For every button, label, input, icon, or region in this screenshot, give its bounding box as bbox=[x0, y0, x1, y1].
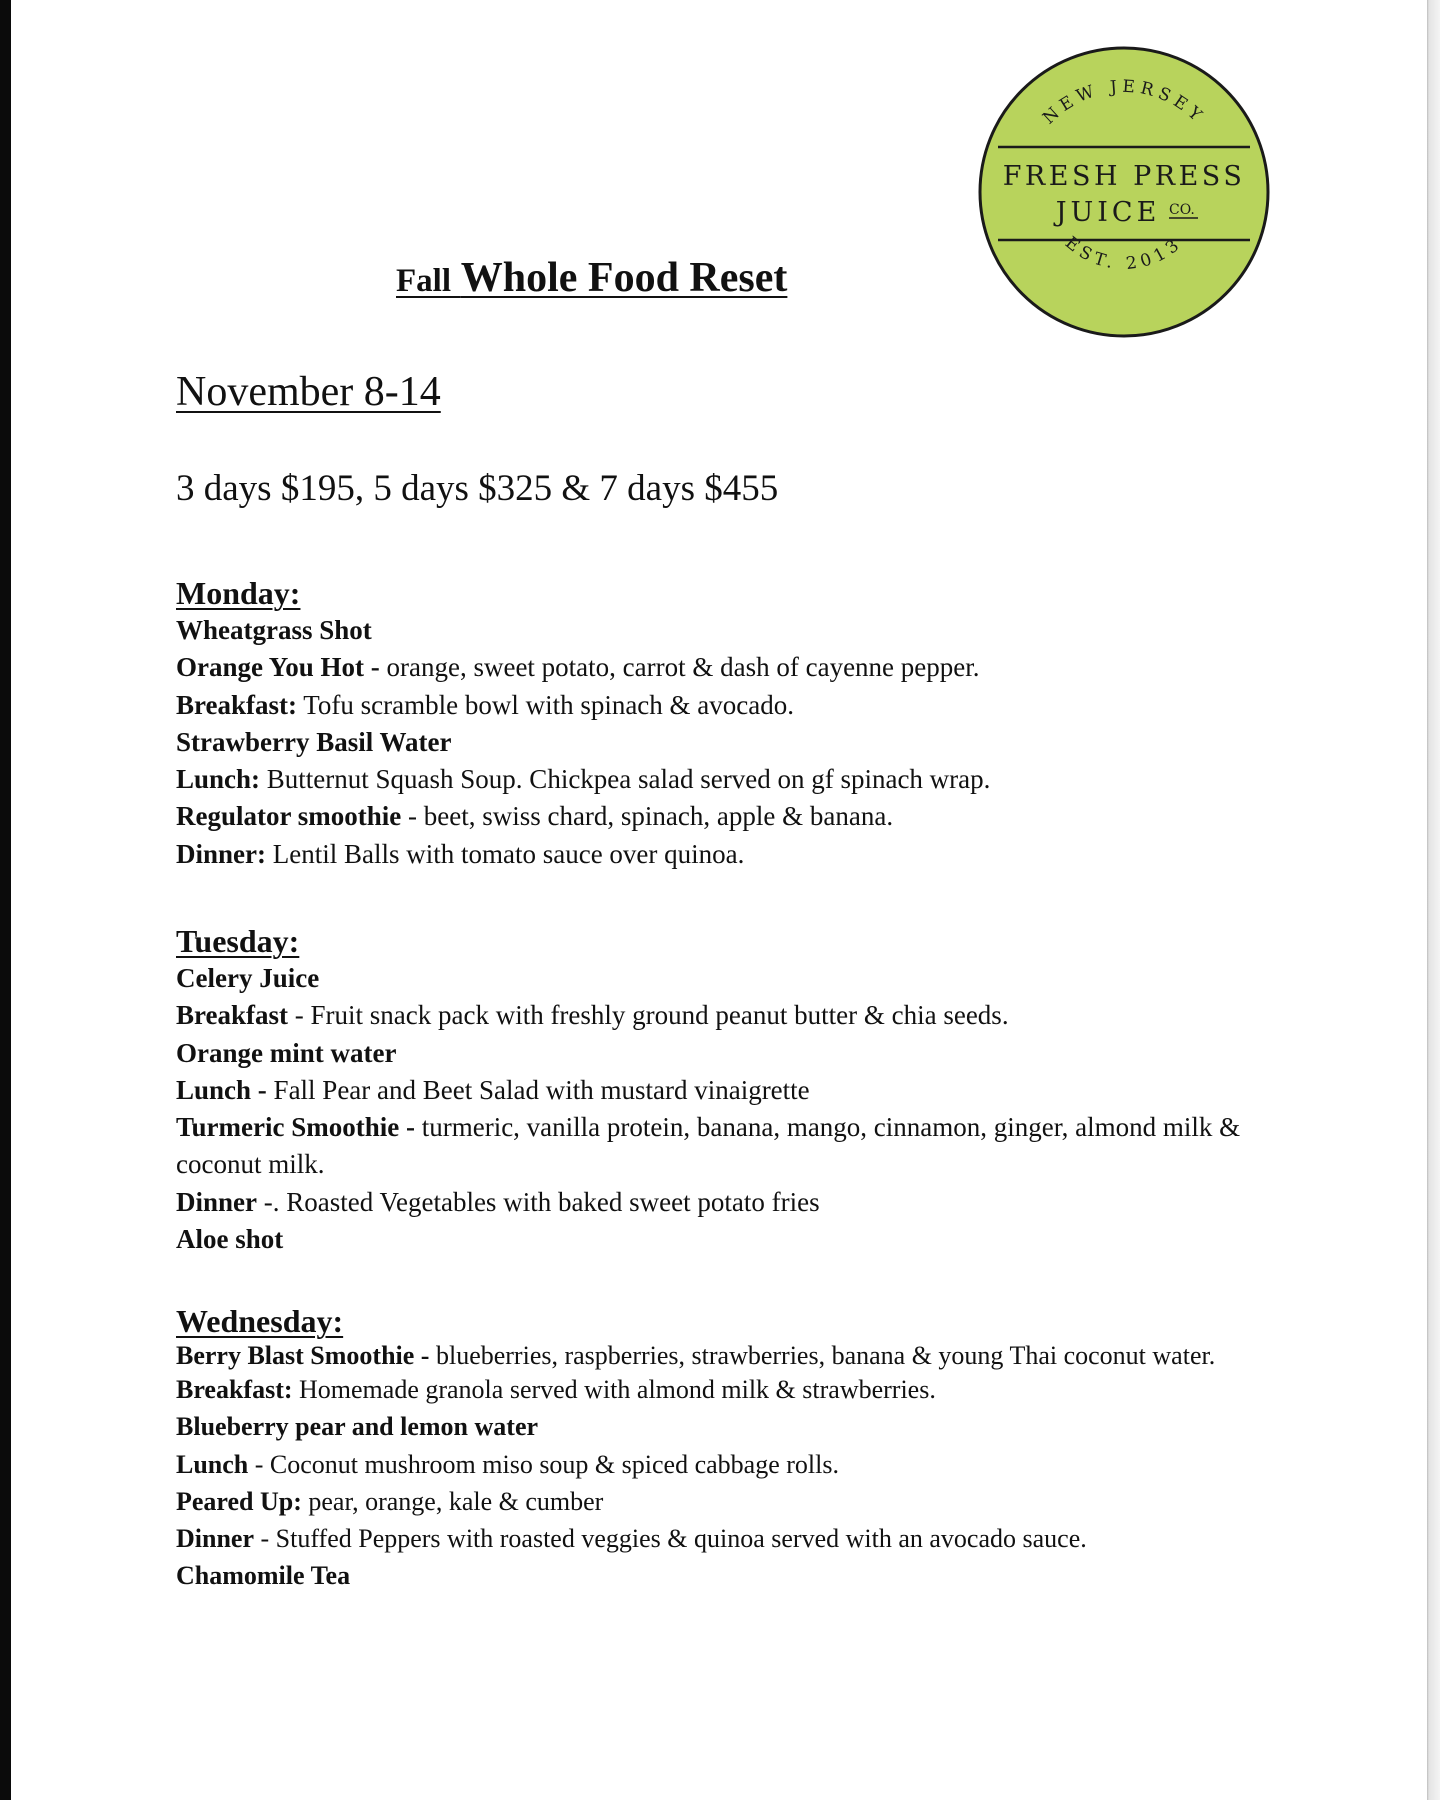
menu-item bbox=[176, 1072, 1296, 1109]
menu-item bbox=[176, 612, 1296, 649]
item-text: - Coconut mushroom miso soup & spiced cabbage rolls. bbox=[248, 1449, 839, 1479]
item-label: Orange You Hot - bbox=[176, 652, 380, 683]
item-text: - Stuffed Peppers with roasted veggies & quinoa served with an avocado sauce. bbox=[254, 1524, 1087, 1554]
menu-item bbox=[176, 798, 1296, 835]
pricing-line: 3 days $195, 5 days $325 & 7 days $455 bbox=[176, 468, 779, 509]
menu-item bbox=[176, 687, 1296, 724]
item-label: Breakfast: bbox=[176, 1375, 293, 1404]
item-text: Fall Pear and Beet Salad with mustard vinaigrette bbox=[266, 1074, 810, 1105]
menu-item bbox=[176, 1184, 1296, 1221]
title-prefix: Fall bbox=[396, 263, 451, 299]
menu-item bbox=[176, 1520, 1296, 1557]
item-label: Breakfast: bbox=[176, 689, 297, 720]
item-text: Lentil Balls with tomato sauce over quinoa. bbox=[266, 838, 745, 869]
menu-item bbox=[176, 649, 1296, 686]
menu-item bbox=[176, 836, 1296, 873]
menu-list-tuesday bbox=[176, 960, 1296, 1258]
item-label: Celery Juice bbox=[176, 963, 320, 993]
item-text: - Fruit snack pack with freshly ground peanut butter & chia seeds. bbox=[288, 1000, 1009, 1031]
item-text: Butternut Squash Soup. Chickpea salad served on gf spinach wrap. bbox=[260, 764, 991, 795]
logo-line-2: JUICE bbox=[1055, 197, 1161, 228]
item-text: Homemade granola served with almond milk & strawberries. bbox=[292, 1375, 936, 1404]
item-label: Aloe shot bbox=[176, 1224, 284, 1255]
item-label: Dinner bbox=[176, 1524, 254, 1554]
day-heading-monday: Monday: bbox=[176, 575, 301, 611]
menu-item bbox=[176, 1109, 1296, 1184]
item-label: Berry Blast Smoothie - bbox=[176, 1341, 430, 1370]
item-text: -. Roasted Vegetables with baked sweet potato fries bbox=[257, 1186, 820, 1217]
item-text: orange, sweet potato, carrot & dash of cayenne pepper. bbox=[379, 652, 980, 683]
item-label: Chamomile Tea bbox=[176, 1561, 351, 1591]
item-label: Lunch: bbox=[176, 764, 261, 795]
left-edge-shadow bbox=[0, 0, 11, 1800]
item-label: Turmeric Smoothie - bbox=[176, 1112, 415, 1143]
menu-item bbox=[176, 1408, 1296, 1445]
day-section-monday bbox=[176, 574, 1296, 873]
menu-item bbox=[176, 960, 1296, 997]
logo-co: CO. bbox=[1169, 202, 1195, 218]
item-text: pear, orange, kale & cumber bbox=[301, 1486, 604, 1516]
item-label: Wheatgrass Shot bbox=[176, 615, 372, 645]
item-label: Breakfast bbox=[176, 1000, 288, 1031]
day-heading-tuesday: Tuesday: bbox=[176, 923, 300, 959]
title-main: Whole Food Reset bbox=[460, 255, 788, 301]
menu-item bbox=[176, 724, 1296, 761]
day-section-wednesday bbox=[176, 1302, 1296, 1595]
fresh-press-juice-logo bbox=[976, 44, 1272, 340]
menu-item bbox=[176, 1221, 1296, 1258]
item-text: turmeric, vanilla protein, banana, mango, cinnamon, ginger, almond milk & coconut milk. bbox=[176, 1112, 1241, 1180]
item-label: Regulator smoothie bbox=[176, 801, 402, 832]
item-text: Tofu scramble bowl with spinach & avocado. bbox=[297, 689, 794, 720]
item-label: Lunch - bbox=[176, 1074, 267, 1105]
menu-item bbox=[176, 1483, 1296, 1520]
item-label: Strawberry Basil Water bbox=[176, 726, 452, 757]
item-label: Dinner: bbox=[176, 838, 266, 869]
menu-item bbox=[176, 761, 1296, 798]
right-edge-shadow bbox=[1427, 0, 1440, 1800]
menu-item bbox=[176, 1557, 1296, 1594]
menu-item bbox=[176, 1035, 1296, 1072]
item-label: Orange mint water bbox=[176, 1037, 397, 1068]
menu-item bbox=[176, 1371, 1296, 1408]
logo-line-1: FRESH PRESS bbox=[1002, 161, 1246, 192]
logo-bottom-arc-text: EST. 2013 bbox=[1061, 232, 1187, 275]
item-text: blueberries, raspberries, strawberries, banana & young Thai coconut water. bbox=[429, 1341, 1216, 1370]
day-section-tuesday bbox=[176, 922, 1296, 1258]
page-title bbox=[396, 252, 787, 307]
menu-item bbox=[176, 1446, 1296, 1483]
logo-top-arc-text: NEW JERSEY bbox=[1039, 76, 1209, 129]
item-label: Dinner bbox=[176, 1186, 257, 1217]
item-text: - beet, swiss chard, spinach, apple & banana. bbox=[401, 801, 894, 832]
menu-item bbox=[176, 997, 1296, 1034]
item-label: Blueberry pear and lemon water bbox=[176, 1412, 539, 1442]
day-heading-wednesday: Wednesday: bbox=[176, 1303, 344, 1339]
item-label: Peared Up: bbox=[176, 1486, 302, 1516]
document-page bbox=[11, 0, 1427, 1800]
item-label: Lunch bbox=[176, 1449, 249, 1479]
menu-item bbox=[176, 1340, 1296, 1371]
menu-list-wednesday bbox=[176, 1340, 1296, 1595]
date-range: November 8-14 bbox=[176, 369, 441, 415]
menu-list-monday bbox=[176, 612, 1296, 873]
